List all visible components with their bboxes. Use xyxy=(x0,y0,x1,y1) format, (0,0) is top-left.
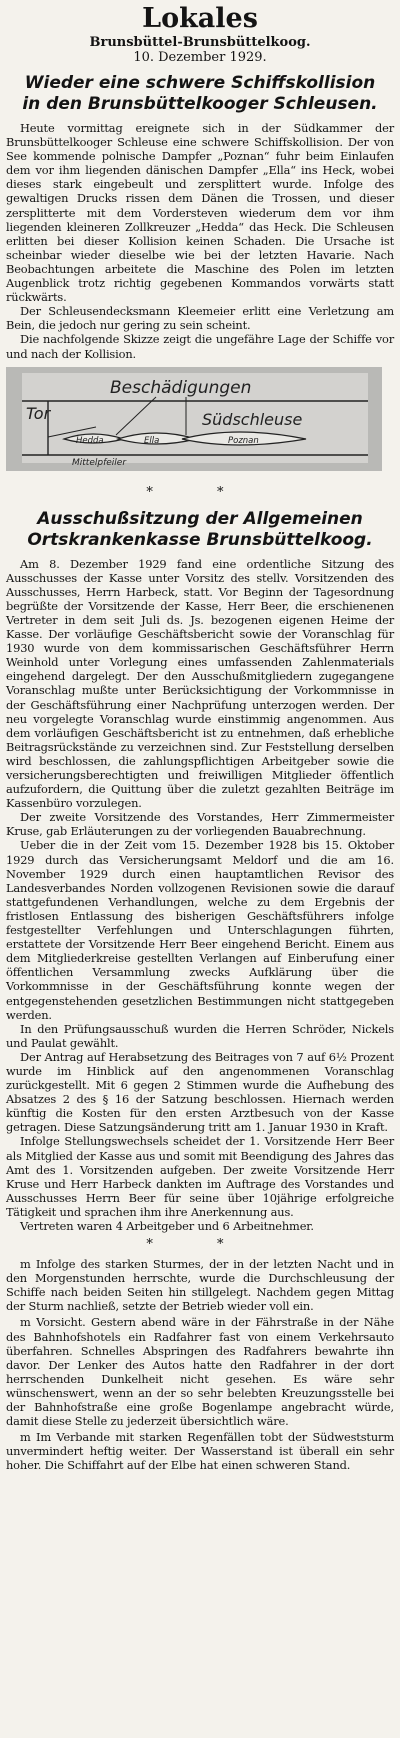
article2-paragraph-2: Der zweite Vorsitzende des Vorstandes, Herr Zimmermeister Kruse, gab Erläuterungen zu der vorliegenden Bauabrechnung. xyxy=(6,810,394,839)
sketch-label-lock: Südschleuse xyxy=(202,409,303,429)
sketch-label-tor: Tor xyxy=(26,403,51,423)
article2-paragraph-4: In den Prüfungsausschuß wurden die Herren Schröder, Nickels und Paulat gewählt. xyxy=(6,1021,394,1050)
sketch-label-damage: Beschädigungen xyxy=(110,377,252,398)
collision-sketch xyxy=(6,367,382,471)
article2-paragraph-1: Am 8. Dezember 1929 fand eine ordentliche Sitzung des Ausschusses der Kasse unter Vorsitz des stellv. Vorsitzenden des Ausschusses, Herrn Harbeck, statt. Vor Beginn der Tagesordnung begrüßte der Vorsitzende der Kasse, Herr Beer, die erschienenen Vertreter in dem seit Juli ds. Js. bezogenen eigenen Heime der Kasse. Der vorläufige Geschäftsbericht sowie der Voranschlag für 1930 wurde von dem kommissarischen Geschäftsführer Herrn Weinhold unter Vorlegung eines umfassenden Zahlenmaterials eingehend dargelegt. Der den Ausschußmitgliedern zugegangene Voranschlag mußte unter Berücksichtigung der Vorkommnisse in der Geschäftsführung einer Nachprüfung unterzogen werden. Der neu vorgelegte Voranschlag wurde einstimmig angenommen. Aus dem vorläufigen Geschäftsbericht ist zu entnehmen, daß erhebliche Beitragsrückstände zu verzeichnen sind. Zur Feststellung derselben wird beschlossen, die zahlungspflichtigen Arbeitgeber sowie die versicherungsberechtigten und freiwilligen Mitglieder öffentlich aufzufordern, die Quittung über die zuletzt gezahlten Beiträge im Kassenbüro vorzulegen. xyxy=(6,556,394,811)
article1-paragraph-3: Die nachfolgende Skizze zeigt die ungefähre Lage der Schiffe vor und nach der Kollision. xyxy=(6,332,394,361)
article2-paragraph-3: Ueber die in der Zeit vom 15. Dezember 1928 bis 15. Oktober 1929 durch das Versicherungsamt Meldorf und die am 16. November 1929 durch einen hauptamtlichen Revisor des Landesverbandes Norden vollzogenen Revisionen sowie die darauf stattgefundenen Verhandlungen, welche zu dem Ergebnis der fristlosen Entlassung des bisherigen Geschäftsführers infolge festgestellter Verfehlungen und Unterschlagungen führten, erstattete der Vorsitzende Herr Beer eingehend Bericht. Einem aus dem Mitgliederkreise gestellten Verlangen auf Einberufung einer öffentlichen Versammlung zwecks Aufklärung über die Vorkommnisse in der Geschäftsführung konnte wegen der entgegenstehenden gesetzlichen Bestimmungen nicht stattgegeben werden. xyxy=(6,838,394,1022)
article2-paragraph-6: Infolge Stellungswechsels scheidet der 1. Vorsitzende Herr Beer als Mitglied der Kasse aus und somit mit Beendigung des Jahres das Amt des 1. Vorsitzenden aufgeben. Der zweite Vorsitzende Herr Kruse und Herr Harbeck dankten im Auftrage des Vorstandes und Ausschusses Herrn Beer für seine über 10jährige erfolgreiche Tätigkeit und sprachen ihm ihre Anerkennung aus. xyxy=(6,1134,394,1219)
article1-paragraph-1: Heute vormittag ereignete sich in der Südkammer der Brunsbüttelkooger Schleuse eine schwere Schiffskollision. Der von See kommende polnische Dampfer „Poznan“ fuhr beim Einlaufen dem vor ihm liegenden dänischen Dampfer „Ella“ ins Heck, wobei dieses stark eingebeult und zersplittert wurde. Infolge des gewaltigen Drucks rissen dem Dänen die Trossen, und dieser zersplitterte mit dem Vordersteven wiederum dem vor ihm liegenden kleineren Zollkreuzer „Hedda“ das Heck. Die Schleusen erlitten bei dieser Kollision keinen Schaden. Die Ursache ist scheinbar wieder dieselbe wie bei der letzten Havarie. Nach Beobachtungen arbeitete die Maschine des Polen im letzten Augenblick trotz richtig gegebenen Kommandos vorwärts statt rückwärts. xyxy=(6,121,394,305)
article2-paragraph-7: Vertreten waren 4 Arbeitgeber und 6 Arbeitnehmer. xyxy=(20,1219,314,1233)
article2-headline-line1: Ausschußsitzung der Allgemeinen xyxy=(37,508,363,529)
dateline-date: 10. Dezember 1929. xyxy=(133,50,267,65)
short-news-caution: m Vorsicht. Gestern abend wäre in der Fährstraße in der Nähe des Bahnhofshotels ein Radfahrer fast von einem Verkehrsauto überfahren. Schnelles Abspringen des Radfahrers bewahrte ihn davor. Der Lenker des Autos hatte den Radfahrer in der dort herrschenden Dunkelheit nicht gesehen. Es wäre sehr wünschenswert, wenn an der so sehr belebten Kreuzungsstelle bei der Bahnhofstraße eine große Bogenlampe angebracht würde, damit diese Stelle zu jederzeit übersichtlich wäre. xyxy=(6,1315,394,1429)
article1-headline-line2: in den Brunsbüttelkooger Schleusen. xyxy=(22,94,378,114)
article2-headline-line2: Ortskrankenkasse Brunsbüttelkoog. xyxy=(27,529,373,550)
sketch-label-ella: Ella xyxy=(144,435,160,446)
section-title: Lokales xyxy=(142,3,258,34)
short-news-rain: m Im Verbande mit starken Regenfällen tobt der Südweststurm unvermindert heftig weiter. Der Wasserstand ist überall ein sehr hoher. Die Schiffahrt auf der Elbe hat einen schweren Stand. xyxy=(6,1430,394,1473)
article1-paragraph-2: Der Schleusendecksmann Kleemeier erlitt eine Verletzung am Bein, die jedoch nur gering zu sein scheint. xyxy=(6,304,394,333)
divider-2: * * xyxy=(146,1237,254,1253)
short-news-storm: m Infolge des starken Sturmes, der in der letzten Nacht und in den Morgenstunden herrschte, wurde die Durchschleusung der Schiffe nach beiden Seiten hin stillgelegt. Nachdem gegen Mittag der Sturm nachließ, setzte der Betrieb wieder voll ein. xyxy=(6,1257,394,1314)
sketch-label-hedda: Hedda xyxy=(76,435,104,446)
sketch-label-pier: Mittelpfeiler xyxy=(72,457,127,468)
article1-headline-line1: Wieder eine schwere Schiffskollision xyxy=(24,73,376,93)
divider-1: * * xyxy=(146,484,254,500)
article2-headline xyxy=(6,509,394,551)
sketch-label-poznan: Poznan xyxy=(228,435,259,446)
dateline-place: Brunsbüttel-Brunsbüttelkoog. xyxy=(89,35,311,50)
article1-headline xyxy=(6,73,394,115)
article2-paragraph-5: Der Antrag auf Herabsetzung des Beitrages von 7 auf 6½ Prozent wurde im Hinblick auf den angenommenen Voranschlag zurückgestellt. Mit 6 gegen 2 Stimmen wurde die Aufhebung des Absatzes 2 des § 16 der Satzung beschlossen. Hiernach werden künftig die Kosten für den ersten Arztbesuch von der Kasse getragen. Diese Satzungsänderung tritt am 1. Januar 1930 in Kraft. xyxy=(6,1049,394,1135)
